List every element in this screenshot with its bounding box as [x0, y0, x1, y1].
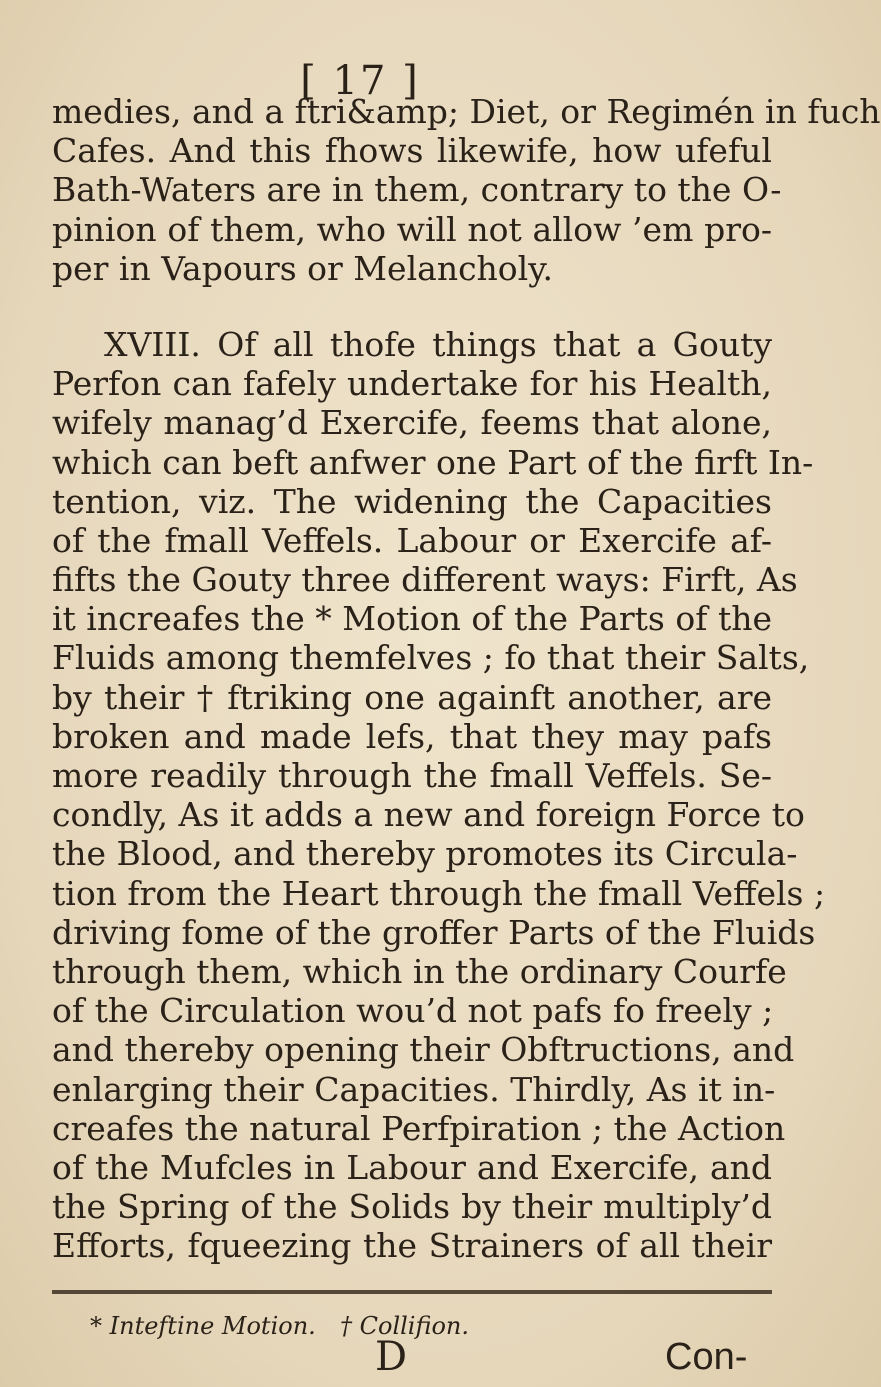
text-line: more readily through the fmall Veffels. Se-	[52, 756, 772, 795]
text-line: and thereby opening their Obftructions, and	[52, 1030, 795, 1070]
text-line: through them, which in the ordinary Courfe	[52, 951, 787, 991]
signature-mark: D	[375, 1334, 408, 1380]
text-line: of the Mufcles in Labour and Exercife, and	[52, 1147, 772, 1187]
page-number: [ 17 ]	[300, 58, 420, 104]
text-line: broken and made lefs, that they may pafs	[52, 716, 772, 756]
paragraph-heading-line: XVIII. Of all thofe things that a Gouty	[104, 324, 772, 364]
text-line: Fluids among themfelves ; fo that their Salts,	[52, 638, 810, 678]
text-line: driving fome of the groffer Parts of the Fluids	[52, 912, 816, 952]
catchword: Con-	[665, 1336, 748, 1378]
text-line: per in Vapours or Melancholy.	[52, 248, 553, 288]
text-line: the Spring of the Solids by their multiply’d	[52, 1187, 772, 1227]
footnote-1: * Inteftine Motion.	[90, 1312, 316, 1340]
text-line: tion from the Heart through the fmall Veffels ;	[52, 873, 826, 913]
text-line: by their † ftriking one againft another, are	[52, 677, 772, 717]
footnote-2: † Collifion.	[340, 1312, 470, 1340]
text-line: of the fmall Veffels. Labour or Exercife af-	[52, 520, 772, 560]
text-line: medies, and a ftri&amp; Diet, or Regimén in fuch	[52, 92, 881, 131]
text-line: which can beft anfwer one Part of the firft In-	[52, 442, 814, 482]
text-line: fifts the Gouty three different ways: Firft, As	[52, 560, 798, 600]
body-text	[52, 92, 881, 1266]
text-line: the Blood, and thereby promotes its Circula-	[52, 834, 798, 874]
text-line: Perfon can fafely undertake for his Health,	[52, 364, 772, 404]
text-line: enlarging their Capacities. Thirdly, As it in-	[52, 1069, 776, 1109]
text-line: tention, viz. The widening the Capacities	[52, 481, 772, 521]
text-line: condly, As it adds a new and foreign Force to	[52, 795, 805, 835]
text-line: of the Circulation wou’d not pafs fo freely ;	[52, 991, 774, 1031]
text-line: pinion of them, who will not allow ’em pro-	[52, 209, 772, 249]
text-line: Bath-Waters are in them, contrary to the O-	[52, 170, 782, 210]
text-line: Efforts, fqueezing the Strainers of all their	[52, 1226, 772, 1266]
text-line: creafes the natural Perfpiration ; the Action	[52, 1108, 786, 1148]
footnote-rule	[52, 1290, 772, 1294]
text-line: it increafes the * Motion of the Parts of the	[52, 599, 772, 639]
text-line: wifely manag’d Exercife, feems that alone,	[52, 403, 772, 443]
text-line: Cafes. And this fhows likewife, how ufeful	[52, 131, 772, 171]
